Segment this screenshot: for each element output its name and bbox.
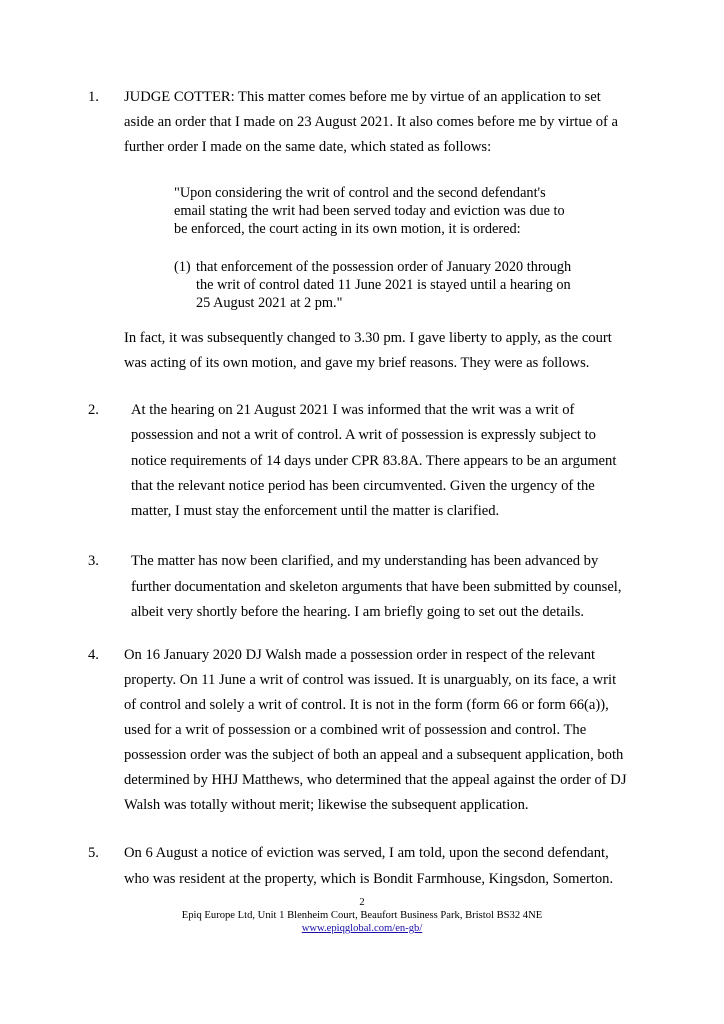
paragraph-line: that the relevant notice period has been circumvented. Given the urgency of the	[131, 478, 595, 494]
quote-line: "Upon considering the writ of control and the second defendant's	[174, 185, 546, 201]
paragraph-line: notice requirements of 14 days under CPR 83.8A. There appears to be an argument	[131, 453, 617, 469]
paragraph-line: of control and solely a writ of control. It is not in the form (form 66 or form 66(a)),	[124, 697, 609, 713]
paragraph-number: 5.	[88, 845, 99, 861]
paragraph-line: further order I made on the same date, which stated as follows:	[124, 139, 492, 155]
paragraph-line: determined by HHJ Matthews, who determined that the appeal against the order of DJ	[124, 772, 627, 788]
paragraph-line: aside an order that I made on 23 August 2021. It also comes before me by virtue of a	[124, 114, 619, 130]
paragraph-line: matter, I must stay the enforcement until the matter is clarified.	[131, 503, 500, 519]
paragraph-line: At the hearing on 21 August 2021 I was informed that the writ was a writ of	[131, 402, 575, 418]
quote-line: be enforced, the court acting in its own motion, it is ordered:	[174, 221, 521, 237]
paragraph-number: 3.	[88, 553, 99, 569]
footer-website-link[interactable]: www.epiqglobal.com/en-gb/	[301, 923, 423, 934]
paragraph-line: The matter has now been clarified, and my understanding has been advanced by	[131, 553, 599, 569]
quote-item-line: that enforcement of the possession order of January 2020 through	[196, 259, 572, 275]
paragraph-line: was acting of its own motion, and gave my brief reasons. They were as follows.	[124, 355, 590, 371]
footer-link-row	[0, 924, 724, 935]
quote-item-line: the writ of control dated 11 June 2021 is stayed until a hearing on	[196, 277, 571, 293]
paragraph-line: who was resident at the property, which is Bondit Farmhouse, Kingsdon, Somerton.	[124, 871, 614, 887]
paragraph-line: On 16 January 2020 DJ Walsh made a possession order in respect of the relevant	[124, 647, 596, 663]
quote-line: email stating the writ had been served today and eviction was due to	[174, 203, 565, 219]
paragraph-line: Walsh was totally without merit; likewise the subsequent application.	[124, 797, 529, 813]
paragraph-line: In fact, it was subsequently changed to 3.30 pm. I gave liberty to apply, as the court	[124, 330, 612, 346]
paragraph-number: 2.	[88, 402, 99, 418]
quote-item-number: (1)	[174, 259, 191, 275]
paragraph-line: used for a writ of possession or a combined writ of possession and control. The	[124, 722, 587, 738]
paragraph-line: On 6 August a notice of eviction was served, I am told, upon the second defendant,	[124, 845, 609, 861]
paragraph-number: 1.	[88, 89, 99, 105]
paragraph-line: JUDGE COTTER: This matter comes before me by virtue of an application to set	[124, 89, 601, 105]
paragraph-line: further documentation and skeleton arguments that have been submitted by counsel,	[131, 579, 622, 595]
quote-item-line: 25 August 2021 at 2 pm."	[196, 295, 343, 311]
page-number: 2	[359, 897, 365, 908]
paragraph-line: possession order was the subject of both an appeal and a subsequent application, both	[124, 747, 624, 763]
paragraph-number: 4.	[88, 647, 99, 663]
paragraph-line: property. On 11 June a writ of control was issued. It is unarguably, on its face, a writ	[124, 672, 617, 688]
paragraph-line: albeit very shortly before the hearing. I am briefly going to set out the details.	[131, 604, 585, 620]
footer-address: Epiq Europe Ltd, Unit 1 Blenheim Court, Beaufort Business Park, Bristol BS32 4NE	[181, 910, 543, 921]
paragraph-line: possession and not a writ of control. A writ of possession is expressly subject to	[131, 427, 596, 443]
